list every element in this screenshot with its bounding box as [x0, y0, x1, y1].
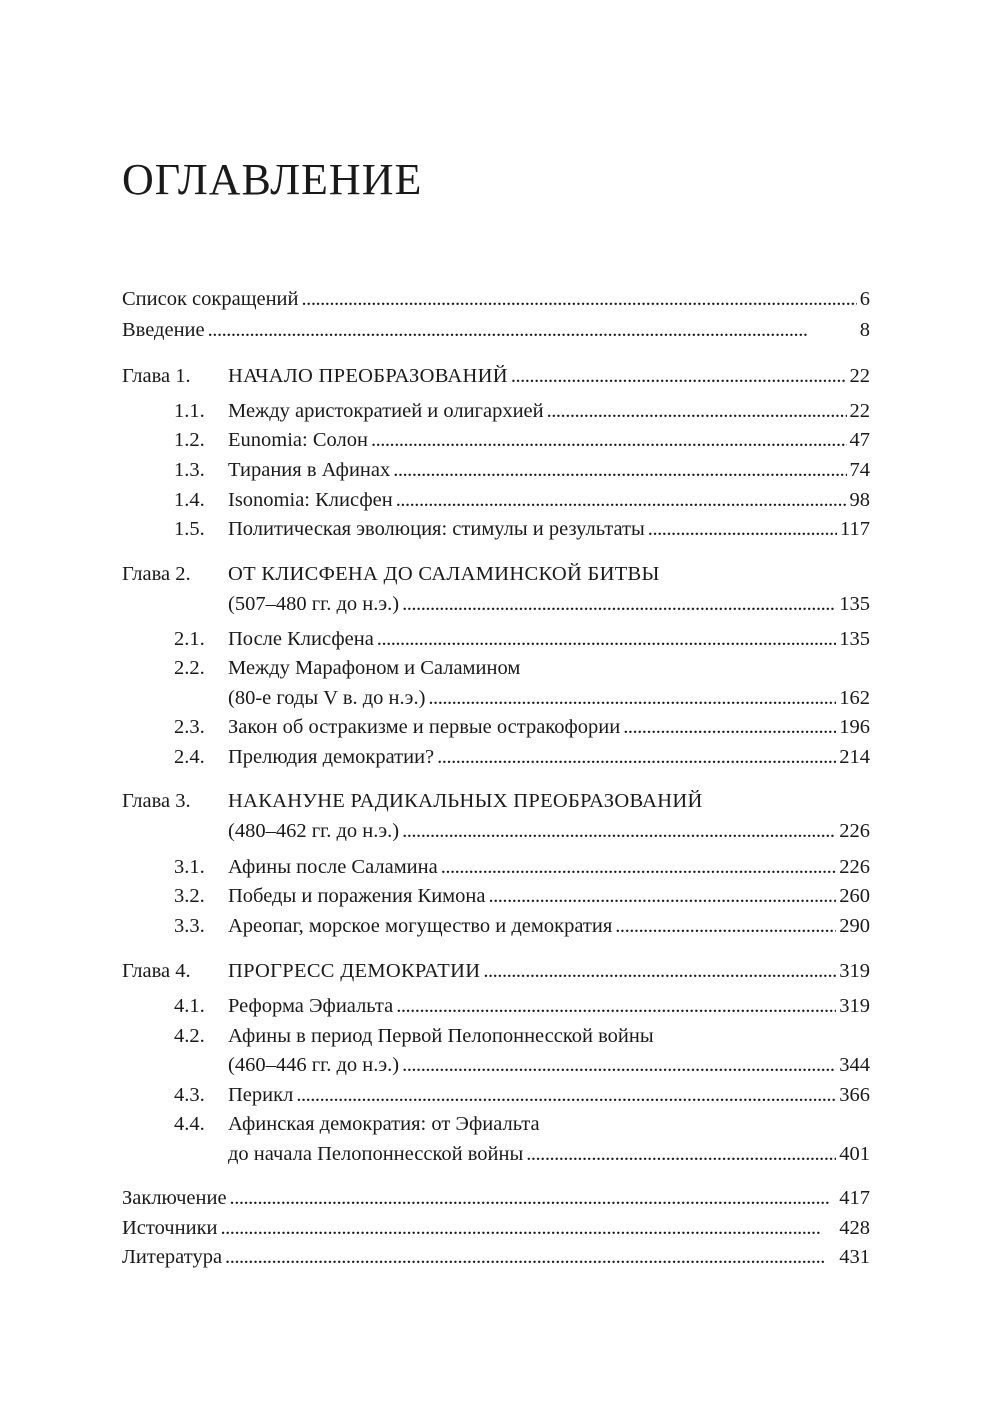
toc-section-4-2[interactable] [228, 1050, 870, 1080]
dot-leader [393, 455, 846, 485]
toc-section-2-3[interactable] [228, 712, 870, 742]
toc-page-number: 8 [859, 319, 870, 341]
section-title-continued: (460–446 гг. до н.э.) [228, 1054, 400, 1076]
toc-page-number: 135 [839, 628, 870, 650]
section-title: Закон об остракизме и первые остракофории [228, 716, 621, 738]
section-number: 1.5. [174, 518, 205, 540]
section-number: 3.3. [174, 915, 205, 937]
toc-page-number: 74 [849, 459, 870, 481]
dot-leader [402, 816, 836, 846]
toc-page-number: 290 [839, 915, 870, 937]
chapter-title-continued: (507–480 гг. до н.э.) [228, 593, 400, 615]
dot-leader [402, 589, 836, 619]
toc-section-1-3[interactable] [228, 455, 870, 485]
section-number: 4.1. [174, 995, 205, 1017]
section-title: Между Марафоном и Саламином [228, 657, 521, 679]
section-title: Политическая эволюция: стимулы и результаты [228, 518, 645, 540]
dot-leader [437, 742, 836, 772]
toc-section-4-4[interactable] [228, 1139, 870, 1169]
toc-section-3-1[interactable] [228, 852, 870, 882]
toc-section-1-2[interactable] [228, 425, 870, 455]
section-number: 2.2. [174, 657, 205, 679]
toc-section-1-1[interactable] [228, 396, 870, 426]
dot-leader [221, 1213, 837, 1243]
toc-entry-introduction[interactable] [122, 315, 870, 345]
section-title: Прелюдия демократии? [228, 746, 435, 768]
section-title: Реформа Эфиальта [228, 995, 394, 1017]
toc-section-1-5[interactable] [228, 514, 870, 544]
toc-page-number: 344 [839, 1054, 870, 1076]
section-number: 1.4. [174, 489, 205, 511]
dot-leader [208, 315, 857, 345]
dot-leader [396, 991, 836, 1021]
dot-leader [547, 396, 847, 426]
toc-page-number: 319 [839, 995, 870, 1017]
toc-entry-title: Источники [122, 1217, 218, 1239]
section-number: 1.2. [174, 429, 205, 451]
section-title-continued: (80-е годы V в. до н.э.) [228, 687, 426, 709]
toc-section-2-4[interactable] [228, 742, 870, 772]
section-number: 2.4. [174, 746, 205, 768]
toc-section-3-2[interactable] [228, 881, 870, 911]
dot-leader [230, 1183, 837, 1213]
dot-leader [511, 361, 847, 391]
toc-entry-title: Список сокращений [122, 288, 299, 310]
section-title: Победы и поражения Кимона [228, 885, 486, 907]
section-number: 2.1. [174, 628, 205, 650]
section-number: 1.1. [174, 400, 205, 422]
toc-page-number: 319 [839, 960, 870, 982]
section-title: После Клисфена [228, 628, 374, 650]
toc-section-2-1[interactable] [228, 624, 870, 654]
dot-leader [648, 514, 837, 544]
toc-section-1-4[interactable] [228, 485, 870, 515]
dot-leader [441, 852, 837, 882]
toc-entry-title: Введение [122, 319, 205, 341]
section-number: 1.3. [174, 459, 205, 481]
toc-page-number: 98 [849, 489, 870, 511]
chapter-title: НАЧАЛО ПРЕОБРАЗОВАНИЙ [228, 365, 508, 387]
chapter-label: Глава 4. [122, 960, 191, 982]
toc-chapter-4[interactable] [228, 956, 870, 986]
section-number: 4.4. [174, 1113, 205, 1135]
chapter-title: ОТ КЛИСФЕНА ДО САЛАМИНСКОЙ БИТВЫ [228, 563, 660, 585]
chapter-title-continued: (480–462 гг. до н.э.) [228, 820, 400, 842]
section-title: Перикл [228, 1084, 294, 1106]
dot-leader [396, 485, 847, 515]
toc-page-number: 226 [839, 856, 870, 878]
toc-entry-literature[interactable] [122, 1242, 870, 1272]
chapter-title: НАКАНУНЕ РАДИКАЛЬНЫХ ПРЕОБРАЗОВАНИЙ [228, 790, 703, 812]
toc-entry-conclusion[interactable] [122, 1183, 870, 1213]
dot-leader [377, 624, 836, 654]
section-title: Isonomia: Клисфен [228, 489, 393, 511]
section-title: Афинская демократия: от Эфиальта [228, 1113, 540, 1135]
toc-page-number: 117 [840, 518, 870, 540]
section-number: 4.3. [174, 1084, 205, 1106]
chapter-label: Глава 1. [122, 365, 191, 387]
toc-page-number: 22 [849, 400, 870, 422]
toc-section-4-3[interactable] [228, 1080, 870, 1110]
dot-leader [371, 425, 847, 455]
toc-page-number: 366 [839, 1084, 870, 1106]
toc-page-number: 196 [839, 716, 870, 738]
dot-leader [225, 1242, 836, 1272]
dot-leader [483, 956, 836, 986]
dot-leader [526, 1139, 836, 1169]
page-title: ОГЛАВЛЕНИЕ [122, 155, 423, 204]
section-title: Eunomia: Солон [228, 429, 368, 451]
toc-entry-sources[interactable] [122, 1213, 870, 1243]
dot-leader [296, 1080, 836, 1110]
toc-page-number: 428 [839, 1217, 870, 1239]
section-title: Афины после Саламина [228, 856, 438, 878]
chapter-title: ПРОГРЕСС ДЕМОКРАТИИ [228, 960, 481, 982]
toc-section-3-3[interactable] [228, 911, 870, 941]
toc-page-number: 47 [849, 429, 870, 451]
toc-section-2-2[interactable] [228, 683, 870, 713]
toc-entry-title: Литература [122, 1246, 223, 1268]
toc-page-number: 401 [839, 1143, 870, 1165]
toc-page-number: 135 [839, 593, 870, 615]
section-title: Ареопаг, морское могущество и демократия [228, 915, 613, 937]
section-title: Афины в период Первой Пелопоннесской войны [228, 1025, 654, 1047]
dot-leader [615, 911, 836, 941]
toc-section-4-1[interactable] [228, 991, 870, 1021]
toc-chapter-2[interactable] [228, 589, 870, 619]
dot-leader [428, 683, 836, 713]
toc-page-number: 162 [839, 687, 870, 709]
toc-entry-abbreviations[interactable] [122, 284, 870, 314]
section-number: 3.1. [174, 856, 205, 878]
dot-leader [488, 881, 836, 911]
dot-leader [302, 284, 857, 314]
toc-chapter-1[interactable] [228, 361, 870, 391]
toc-chapter-3[interactable] [228, 816, 870, 846]
section-number: 4.2. [174, 1025, 205, 1047]
toc-page-number: 226 [839, 820, 870, 842]
chapter-label: Глава 3. [122, 790, 191, 812]
dot-leader [402, 1050, 836, 1080]
toc-page-number: 431 [839, 1246, 870, 1268]
section-title: Тирания в Афинах [228, 459, 391, 481]
toc-page-number: 417 [839, 1187, 870, 1209]
section-title: Между аристократией и олигархией [228, 400, 544, 422]
section-title-continued: до начала Пелопоннесской войны [228, 1143, 524, 1165]
toc-page-number: 260 [839, 885, 870, 907]
toc-entry-title: Заключение [122, 1187, 227, 1209]
toc-page-number: 214 [839, 746, 870, 768]
toc-page-number: 6 [859, 288, 870, 310]
section-number: 2.3. [174, 716, 205, 738]
toc-page-number: 22 [849, 365, 870, 387]
dot-leader [623, 712, 836, 742]
chapter-label: Глава 2. [122, 563, 191, 585]
table-of-contents [122, 0, 870, 1412]
section-number: 3.2. [174, 885, 205, 907]
